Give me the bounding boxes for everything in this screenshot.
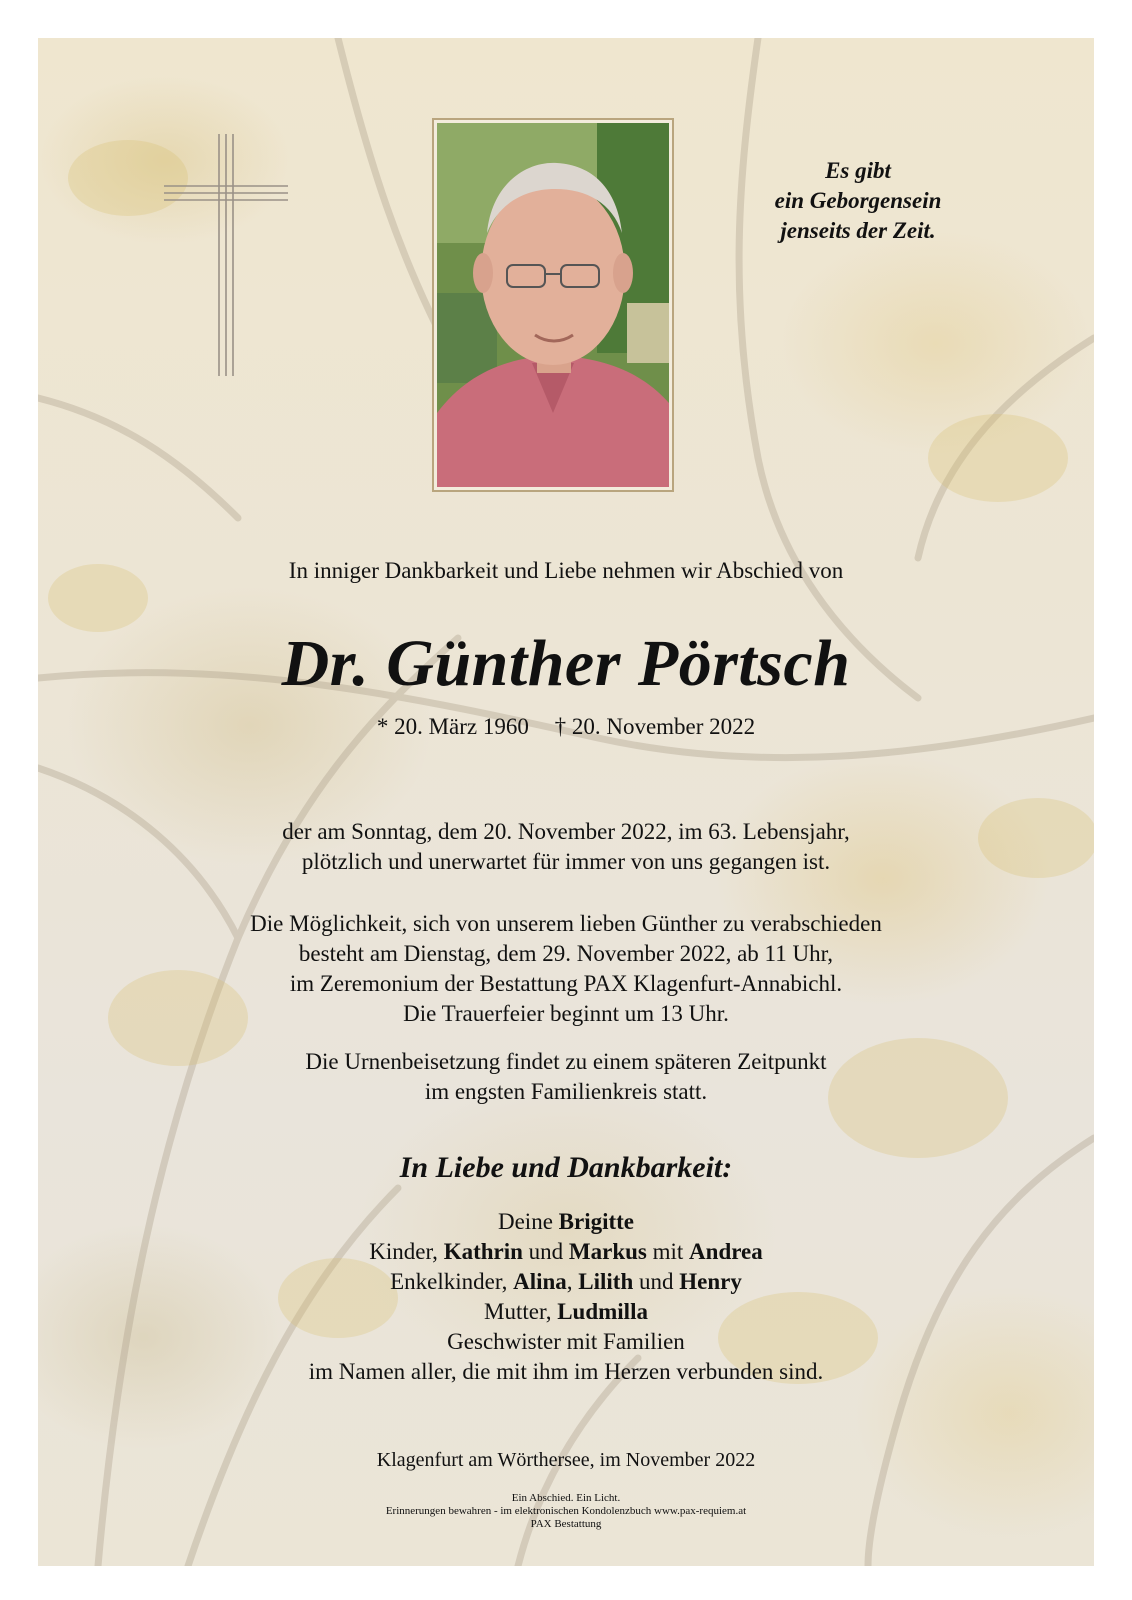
family-line [38,1237,1094,1267]
text-line: im Zeremonium der Bestattung PAX Klagenfurt-Annabichl. [289,971,843,996]
farewell-details [38,909,1094,1029]
text-line: der am Sonntag, dem 20. November 2022, im 63. Lebensjahr, [282,819,850,844]
death-announcement [38,817,1094,877]
death-date: † 20. November 2022 [554,714,756,739]
intro-text: In inniger Dankbarkeit und Liebe nehmen wir Abschied von [288,558,844,583]
family-text: Mutter, [484,1299,558,1324]
footer-line: PAX Bestattung [530,1518,602,1530]
cross-icon [164,134,288,376]
text-line: Die Trauerfeier beginnt um 13 Uhr. [403,1001,729,1026]
family-text: , [566,1269,579,1294]
family-name: Lilith [578,1269,634,1294]
text-line: besteht am Dienstag, dem 29. November 2022, ab 11 Uhr, [298,941,834,966]
motto-line: Es gibt [825,158,891,183]
text-line: im engsten Familienkreis statt. [424,1079,708,1104]
family-name: Kathrin [443,1239,523,1264]
family-text: und [633,1269,680,1294]
portrait-frame [432,118,674,492]
family-name: Henry [679,1269,742,1294]
family-name: Brigitte [558,1209,635,1234]
obituary-card [38,38,1094,1566]
text-line: Die Möglichkeit, sich von unserem lieben Günther zu verabschieden [250,911,882,936]
family-line: Geschwister mit Familien [447,1329,685,1354]
family-name: Alina [513,1269,567,1294]
motto [738,156,978,246]
family-line [38,1297,1094,1327]
family-text: mit [646,1239,690,1264]
family-line [38,1207,1094,1237]
footer-line: Erinnerungen bewahren - im elektronischen Kondolenzbuch www.pax-requiem.at [385,1505,747,1517]
deceased-name: Dr. Günther Pörtsch [281,627,851,700]
life-dates [38,714,1094,740]
family-text: Kinder, [369,1239,444,1264]
portrait-photo [437,123,669,487]
family-name: Ludmilla [557,1299,648,1324]
place-date: Klagenfurt am Wörthersee, im November 2022 [376,1449,756,1471]
family-name: Andrea [689,1239,763,1264]
family-line [38,1267,1094,1297]
burial-details [38,1047,1094,1107]
motto-line: jenseits der Zeit. [780,218,936,243]
text-line: Die Urnenbeisetzung findet zu einem späteren Zeitpunkt [305,1049,827,1074]
motto-line: ein Geborgensein [774,188,942,213]
family-text: Deine [497,1209,559,1234]
birth-date: * 20. März 1960 [376,714,529,739]
family-name: Markus [568,1239,647,1264]
footer-line: Ein Abschied. Ein Licht. [511,1492,621,1504]
family-line: im Namen aller, die mit ihm im Herzen verbunden sind. [308,1359,824,1384]
closing-heading: In Liebe und Dankbarkeit: [399,1151,733,1184]
family-text: Enkelkinder, [390,1269,514,1294]
footer [38,1492,1094,1531]
family-text: und [522,1239,569,1264]
text-line: plötzlich und unerwartet für immer von uns gegangen ist. [301,849,831,874]
family-list [38,1207,1094,1387]
